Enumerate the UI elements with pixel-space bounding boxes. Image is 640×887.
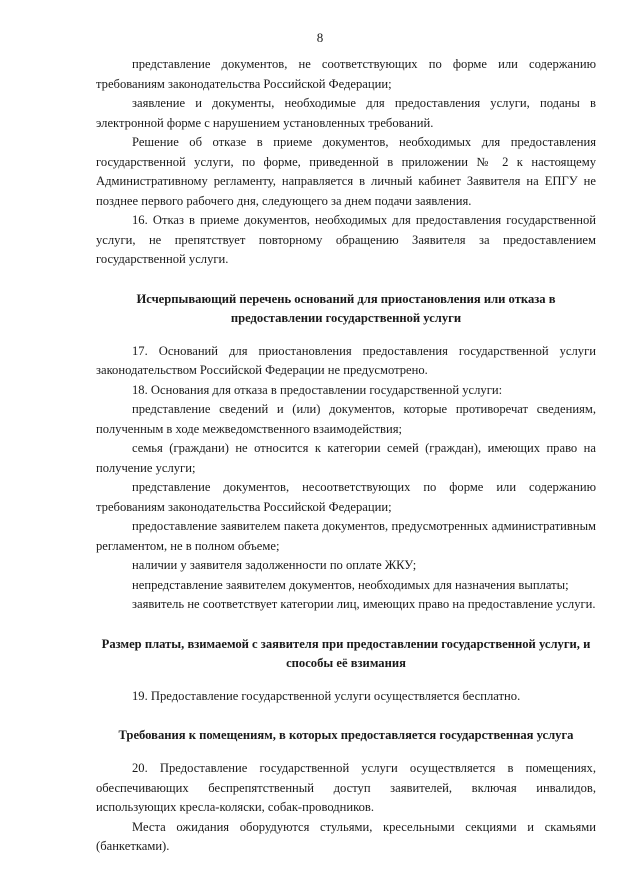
paragraph: представление документов, несоответствующих по форме или содержанию требованиям законодательства Российской Федерации; — [96, 480, 596, 514]
section-spacer — [96, 615, 596, 635]
section-spacer — [96, 270, 596, 290]
paragraph: заявление и документы, необходимые для предоставления услуги, поданы в электронной форме с нарушением установленных требований. — [96, 96, 596, 130]
paragraph: заявитель не соответствует категории лиц, имеющих право на предоставление услуги. — [132, 597, 596, 611]
paragraph: наличии у заявителя задолженности по оплате ЖКУ; — [132, 558, 417, 572]
paragraph: 18. Основания для отказа в предоставлении государственной услуги: — [132, 382, 503, 397]
section-spacer — [96, 328, 596, 342]
paragraph: Места ожидания оборудуются стульями, кресельными секциями и скамьями (банкетками). — [96, 819, 596, 853]
paragraph: непредставление заявителем документов, необходимых для назначения выплаты; — [132, 577, 569, 592]
section-spacer — [96, 745, 596, 759]
paragraph: 19. Предоставление государственной услуги осуществляется бесплатно. — [132, 688, 521, 703]
section-heading: Исчерпывающий перечень оснований для приостановления или отказа в предоставлении государственной услуги — [136, 291, 556, 325]
paragraph: представление документов, не соответствующих по форме или содержанию требованиям законодательства Российской Федерации; — [96, 57, 596, 91]
document-body — [96, 55, 596, 857]
paragraph: 20. Предоставление государственной услуги осуществляется в помещениях, обеспечивающих беспрепятственный доступ заявителей, включая инвалидов, использующих кресла-коляски, собак-проводников. — [96, 761, 596, 814]
section-spacer — [96, 673, 596, 687]
paragraph: 16. Отказ в приеме документов, необходимых для предоставления государственной услуги, не препятствует повторному обращению Заявителя за предоставлением государственной услуги. — [96, 213, 596, 266]
paragraph: предоставление заявителем пакета документов, предусмотренных административным регламентом, не в полном объеме; — [96, 519, 596, 553]
page-number: 8 — [316, 30, 324, 45]
paragraph: семья (граждани) не относится к категории семей (граждан), имеющих право на получение услуги; — [96, 441, 596, 475]
section-heading: Требования к помещениям, в которых предоставляется государственная услуга — [118, 728, 574, 742]
section-heading: Размер платы, взимаемой с заявителя при предоставлении государственной услуги, и способы её взимания — [101, 636, 591, 670]
paragraph: Решение об отказе в приеме документов, необходимых для предоставления государственной услуги, по форме, приведенной в приложении № 2 к настоящему Административному регламенту, направляется в личный кабинет Заявителя на ЕПГУ не позднее первого рабочего дня, следующего за днем подачи заявления. — [96, 135, 596, 208]
paragraph: 17. Оснований для приостановления предоставления государственной услуги законодательством Российской Федерации не предусмотрено. — [96, 343, 596, 377]
section-spacer — [96, 706, 596, 726]
paragraph: представление сведений и (или) документов, которые противоречат сведениям, полученным в ходе межведомственного взаимодействия; — [96, 402, 596, 436]
